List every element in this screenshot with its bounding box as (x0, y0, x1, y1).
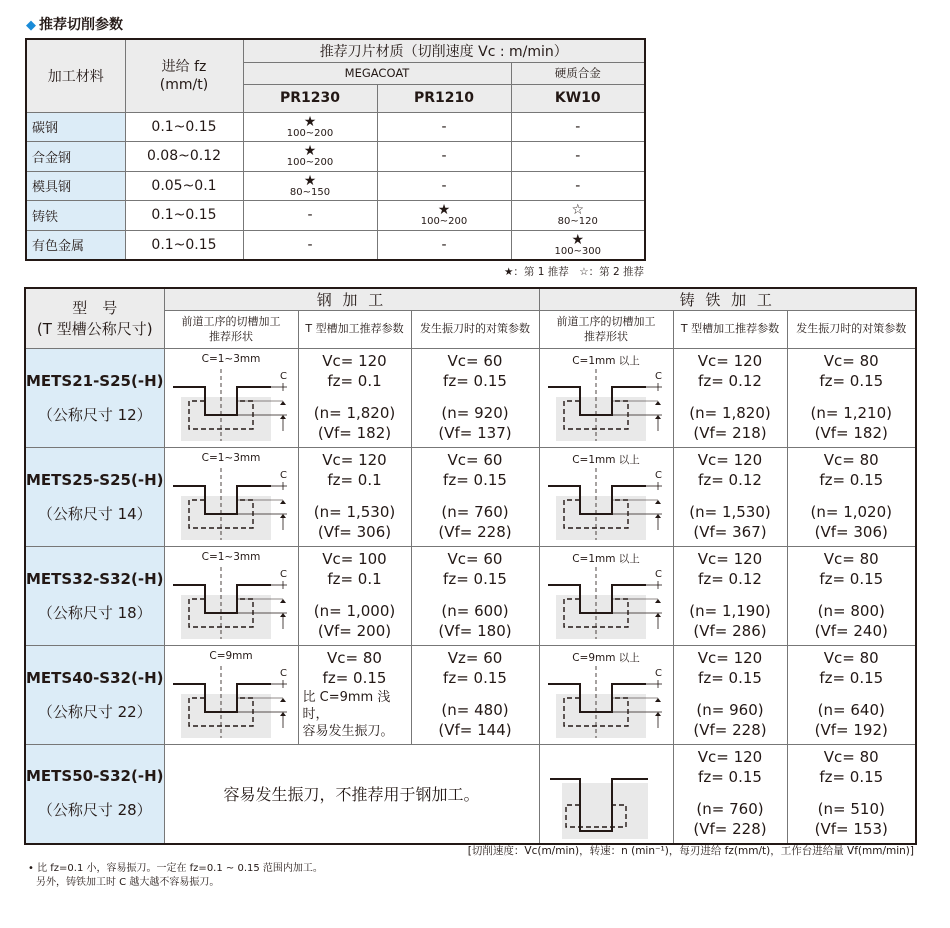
param-value: (n= 760) (441, 503, 509, 521)
model-name: METS50-S32(-H) (26, 767, 164, 786)
param-value: (n= 1,530) (689, 503, 771, 521)
model-name: METS21-S25(-H) (26, 371, 164, 390)
steel-shape-cell (164, 547, 298, 646)
param-value: (Vf= 144) (438, 720, 512, 739)
speed-range: 80~150 (289, 186, 331, 198)
recommended-grade-table (25, 38, 646, 261)
star-filled-icon: ★ (303, 143, 317, 160)
header-megacoat: MEGACOAT (243, 62, 511, 84)
model-cell (25, 349, 164, 448)
param-value: Vc= 80 (327, 648, 382, 667)
param-value: (n= 800) (817, 602, 885, 620)
star-filled-icon: ★ (303, 172, 317, 189)
feed-value: 0.1~0.15 (125, 112, 243, 142)
svg-text:C: C (654, 470, 662, 481)
svg-text:C: C (279, 470, 287, 481)
param-value: (n= 480) (441, 701, 509, 719)
speed-range: 100~200 (420, 216, 468, 228)
feed-value: 0.1~0.15 (125, 230, 243, 260)
steel-shape-cell (164, 349, 298, 448)
param-value: (n= 1,820) (313, 404, 396, 422)
material-name: 合金钢 (26, 142, 125, 172)
model-size: （公称尺寸 18） (37, 603, 152, 622)
section-title: ◆ 推荐切削参数 (26, 17, 123, 33)
grade-cell-empty: - (511, 142, 645, 172)
model-size: （公称尺寸 22） (37, 702, 152, 721)
param-value: Vc= 120 (322, 352, 387, 371)
grade-cell (377, 201, 511, 231)
param-value: Vc= 80 (823, 451, 879, 470)
svg-text:C: C (654, 569, 662, 580)
param-value: fz= 0.12 (698, 372, 762, 391)
steel-not-recommended: 容易发生振刀，不推荐用于钢加工。 (164, 745, 539, 844)
svg-text:C: C (654, 668, 662, 679)
c-depth-label: C=1~3mm (201, 353, 261, 365)
param-value: (n= 1,820) (689, 404, 771, 422)
model-cell (25, 448, 164, 547)
grade-kw10: KW10 (511, 84, 645, 112)
steel-shape-cell (164, 448, 298, 547)
steel-chatter-params (411, 547, 539, 646)
speed-range: 100~200 (286, 127, 334, 139)
header-iron-chatter: 发生振刀时的对策参数 (787, 311, 916, 349)
param-value: (Vf= 182) (814, 423, 888, 442)
model-row (25, 349, 916, 448)
param-value: (Vf= 240) (814, 621, 888, 640)
groove-shape-diagram (546, 662, 668, 740)
groove-shape-diagram (546, 365, 668, 443)
param-value: Vc= 120 (697, 451, 763, 470)
steel-note: 比 C=9mm 浅时， 容易发生振刀。 (302, 690, 394, 740)
model-size: （公称尺寸 28） (37, 801, 152, 820)
grade-cell (243, 112, 377, 142)
header-steel-shape: 前道工序的切槽加工 推荐形状 (164, 311, 298, 349)
param-value: (n= 760) (696, 799, 764, 818)
grade-cell (511, 230, 645, 260)
groove-shape-diagram (171, 464, 293, 542)
speed-range: 100~300 (554, 245, 602, 257)
grade-row (26, 142, 645, 172)
param-value: (Vf= 286) (693, 621, 767, 640)
tslot-parameter-table (24, 287, 917, 845)
header-steel: 钢 加 工 (164, 288, 539, 311)
model-name: METS40-S32(-H) (26, 668, 164, 687)
groove-shape-diagram (171, 662, 293, 740)
param-value: (Vf= 182) (317, 423, 392, 442)
footnotes (28, 862, 323, 889)
grade-row (26, 201, 645, 231)
param-value: (Vf= 192) (814, 720, 888, 739)
param-value: fz= 0.12 (698, 471, 762, 490)
model-size: （公称尺寸 14） (37, 504, 152, 523)
footnote-line-1: • 比 fz=0.1 小，容易振刀。一定在 fz=0.1 ~ 0.15 范围内加工。 (28, 863, 323, 874)
iron-recommended-params (673, 349, 787, 448)
param-value: (Vf= 218) (693, 423, 767, 442)
groove-shape-diagram (546, 464, 668, 542)
param-value: fz= 0.15 (443, 471, 507, 490)
steel-chatter-params (411, 448, 539, 547)
header-grade-group: 推荐刀片材质（切削速度 Vc : m/min） (243, 39, 645, 62)
model-size: （公称尺寸 12） (37, 405, 152, 424)
model-row (25, 646, 916, 745)
speed-range: 100~200 (286, 157, 334, 169)
material-name: 碳钢 (26, 112, 125, 142)
iron-chatter-params (787, 349, 916, 448)
param-value: fz= 0.15 (819, 767, 884, 786)
param-value: (Vf= 153) (814, 819, 888, 838)
speed-range: 80~120 (557, 216, 598, 228)
c-depth-label: C=9mm (209, 650, 253, 662)
param-value: (n= 920) (441, 404, 509, 422)
grade-pr1210: PR1210 (377, 84, 511, 112)
param-value: Vc= 60 (447, 352, 503, 371)
param-value: (Vf= 306) (814, 522, 888, 541)
c-depth-label: C=1mm 以上 (572, 454, 640, 466)
header-cast-iron: 铸 铁 加 工 (539, 288, 916, 311)
model-row (25, 448, 916, 547)
groove-shape-diagram (546, 563, 668, 641)
param-value: fz= 0.15 (819, 570, 884, 589)
param-value: (Vf= 228) (438, 522, 512, 541)
steel-shape-cell (164, 646, 298, 745)
grade-cell-empty: - (243, 230, 377, 260)
header-steel-params: T 型槽加工推荐参数 (298, 311, 411, 349)
header-material: 加工材料 (26, 39, 125, 112)
param-value: Vc= 80 (823, 550, 879, 569)
star-filled-icon: ★ (571, 231, 585, 248)
star-filled-icon: ★ (303, 113, 317, 130)
grade-pr1230: PR1230 (243, 84, 377, 112)
steel-recommended-params (298, 349, 411, 448)
param-value: Vz= 60 (447, 649, 503, 668)
grade-row (26, 112, 645, 142)
grade-cell (511, 201, 645, 231)
steel-recommended-params (298, 448, 411, 547)
header-iron-shape: 前道工序的切槽加工 推荐形状 (539, 311, 673, 349)
svg-text:C: C (279, 668, 287, 679)
model-row (25, 547, 916, 646)
units-footnote: [切削速度：Vc(m/min)，转速：n (min⁻¹)，每刃进给 fz(mm/t)，工作台进给量 Vf(mm/min)] (467, 845, 914, 857)
param-value: (n= 600) (441, 602, 509, 620)
grade-cell-empty: - (377, 171, 511, 201)
grade-cell (243, 171, 377, 201)
param-value: (Vf= 228) (693, 819, 767, 838)
param-value: (Vf= 228) (693, 720, 767, 739)
iron-shape-cell (539, 448, 673, 547)
iron-chatter-params (787, 646, 916, 745)
param-value: fz= 0.15 (819, 669, 884, 688)
param-value: (n= 1,190) (689, 602, 771, 620)
material-name: 铸铁 (26, 201, 125, 231)
param-value: fz= 0.15 (443, 372, 507, 391)
param-value: fz= 0.15 (698, 767, 762, 786)
header-iron-params: T 型槽加工推荐参数 (673, 311, 787, 349)
c-depth-label: C=1~3mm (201, 452, 261, 464)
param-value: Vc= 120 (697, 352, 763, 371)
iron-chatter-params (787, 547, 916, 646)
header-type: 型 号 (T 型槽公称尺寸) (25, 288, 164, 349)
param-value: (Vf= 306) (317, 522, 392, 541)
footnote-line-2: 另外，铸铁加工时 C 越大越不容易振刀。 (36, 876, 220, 888)
header-carbide: 硬质合金 (511, 62, 645, 84)
c-depth-label: C=1mm 以上 (572, 355, 640, 367)
model-name: METS32-S32(-H) (26, 569, 164, 588)
grade-cell-empty: - (377, 112, 511, 142)
param-value: fz= 0.15 (819, 471, 884, 490)
param-value: fz= 0.1 (327, 471, 382, 490)
svg-text:C: C (654, 371, 662, 382)
feed-value: 0.05~0.1 (125, 171, 243, 201)
param-value: fz= 0.15 (698, 669, 762, 688)
iron-shape-cell (539, 646, 673, 745)
diamond-icon: ◆ (26, 18, 36, 33)
iron-recommended-params (673, 646, 787, 745)
material-name: 有色金属 (26, 230, 125, 260)
param-value: (Vf= 137) (438, 423, 512, 442)
param-value: fz= 0.1 (327, 570, 382, 589)
grade-row (26, 230, 645, 260)
model-row (25, 745, 916, 844)
param-value: (Vf= 367) (693, 522, 767, 541)
param-value: Vc= 60 (447, 550, 503, 569)
param-value: (n= 510) (817, 799, 885, 818)
param-value: (n= 1,210) (810, 404, 892, 422)
material-name: 模具钢 (26, 171, 125, 201)
param-value: Vc= 80 (823, 748, 879, 767)
param-value: (n= 1,530) (313, 503, 396, 521)
steel-chatter-params (411, 349, 539, 448)
param-value: fz= 0.15 (819, 372, 884, 391)
steel-chatter-params (411, 646, 539, 745)
grade-cell-empty: - (243, 201, 377, 231)
grade-cell-empty: - (377, 142, 511, 172)
grade-cell-empty: - (511, 171, 645, 201)
header-steel-chatter: 发生振刀时的对策参数 (411, 311, 539, 349)
param-value: Vc= 80 (823, 352, 879, 371)
model-name: METS25-S25(-H) (26, 470, 164, 489)
iron-chatter-params (787, 745, 916, 844)
param-value: Vc= 80 (823, 649, 879, 668)
iron-recommended-params (673, 547, 787, 646)
grade-row (26, 171, 645, 201)
param-value: (n= 640) (817, 701, 885, 719)
param-value: Vc= 120 (697, 550, 763, 569)
param-value: (Vf= 200) (317, 621, 392, 640)
svg-text:C: C (279, 569, 287, 580)
param-value: fz= 0.1 (327, 372, 382, 391)
model-cell (25, 646, 164, 745)
c-depth-label: C=1~3mm (201, 551, 261, 563)
grade-cell-empty: - (377, 230, 511, 260)
grade-cell-empty: - (511, 112, 645, 142)
groove-shape-diagram (171, 563, 293, 641)
grade-legend: ★：第 1 推荐 ☆：第 2 推荐 (503, 266, 644, 278)
iron-chatter-params (787, 448, 916, 547)
param-value: (n= 960) (696, 701, 764, 719)
star-outline-icon: ☆ (571, 202, 585, 219)
feed-value: 0.1~0.15 (125, 201, 243, 231)
param-value: (n= 1,020) (810, 503, 892, 521)
c-depth-label: C=1mm 以上 (572, 553, 640, 565)
steel-recommended-params (298, 547, 411, 646)
c-depth-label: C=9mm 以上 (572, 652, 640, 664)
param-value: Vc= 120 (697, 748, 763, 767)
param-value: (n= 1,000) (313, 602, 396, 620)
iron-shape-cell (539, 547, 673, 646)
iron-recommended-params (673, 448, 787, 547)
iron-shape-cell (539, 745, 673, 844)
svg-text:C: C (279, 371, 287, 382)
groove-shape-diagram (546, 761, 668, 841)
param-value: Vc= 100 (322, 550, 387, 569)
steel-recommended-params (298, 646, 411, 745)
param-value: Vc= 120 (697, 649, 763, 668)
param-value: fz= 0.15 (443, 570, 507, 589)
param-value: fz= 0.15 (443, 669, 507, 688)
star-filled-icon: ★ (437, 202, 451, 219)
iron-shape-cell (539, 349, 673, 448)
param-value: Vc= 120 (322, 451, 387, 470)
grade-cell (243, 142, 377, 172)
groove-shape-diagram (171, 365, 293, 443)
model-cell (25, 745, 164, 844)
header-feed: 进给 fz (mm/t) (125, 39, 243, 112)
param-value: (Vf= 180) (438, 621, 512, 640)
param-value: fz= 0.15 (322, 668, 387, 687)
param-value: fz= 0.12 (698, 570, 762, 589)
iron-recommended-params (673, 745, 787, 844)
param-value: Vc= 60 (447, 451, 503, 470)
feed-value: 0.08~0.12 (125, 142, 243, 172)
model-cell (25, 547, 164, 646)
